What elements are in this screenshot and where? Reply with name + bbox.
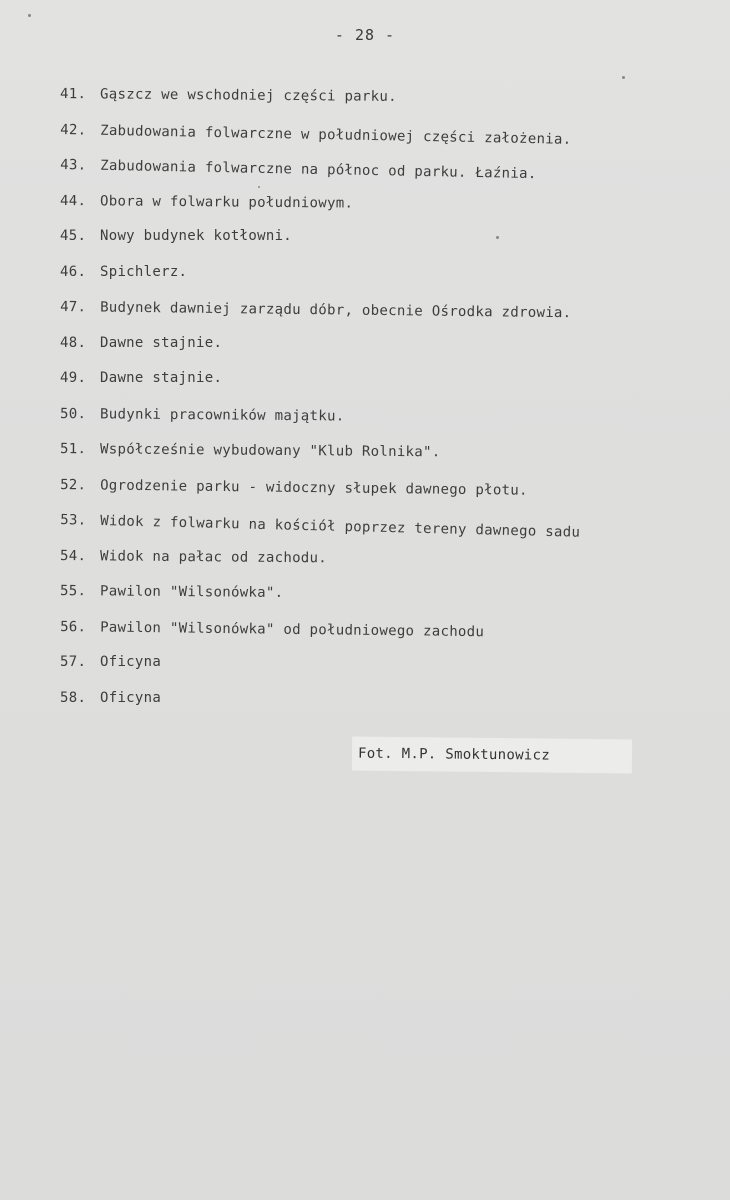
item-text: Gąszcz we wschodniej części parku.: [100, 86, 397, 105]
list-item: [60, 335, 710, 371]
item-number: 52.: [60, 476, 87, 493]
item-number: 48.: [60, 334, 87, 351]
item-number: 43.: [60, 157, 87, 174]
list-item: [60, 86, 710, 127]
item-number: 53.: [60, 512, 87, 529]
item-text: Widok na pałac od zachodu.: [100, 547, 328, 566]
list-item: [60, 228, 710, 264]
item-text: Współcześnie wybudowany "Klub Rolnika".: [100, 441, 441, 461]
list-item: [60, 548, 710, 589]
item-number: 50.: [60, 405, 87, 422]
item-number: 51.: [60, 441, 87, 458]
item-number: 46.: [60, 263, 87, 280]
item-text: Oficyna: [100, 689, 162, 706]
item-text: Budynek dawniej zarządu dóbr, obecnie Ośrodka zdrowia.: [100, 299, 572, 322]
page-number: - 28 -: [334, 26, 396, 44]
item-text: Dawne stajnie.: [100, 370, 223, 386]
item-text: Zabudowania folwarczne w południowej części założenia.: [100, 122, 572, 148]
paper-speck: [258, 186, 260, 188]
item-text: Spichlerz.: [100, 263, 188, 280]
list-item: [60, 441, 710, 482]
item-number: 44.: [60, 192, 87, 209]
item-text: Obora w folwarku południowym.: [100, 192, 354, 212]
item-text: Pawilon "Wilsonówka".: [100, 583, 284, 601]
paper-speck: [28, 14, 31, 17]
item-number: 57.: [60, 654, 87, 670]
item-number: 49.: [60, 370, 87, 386]
paper-speck: [496, 236, 499, 239]
list-item: [60, 654, 710, 690]
item-number: 41.: [60, 86, 87, 103]
item-number: 58.: [60, 689, 87, 706]
list-item: [60, 406, 710, 447]
item-number: 47.: [60, 299, 87, 316]
item-number: 54.: [60, 547, 87, 564]
list-item: [60, 370, 710, 406]
item-text: Widok z folwarku na kościół poprzez tereny dawnego sadu: [100, 512, 581, 541]
photo-credit: Fot. M.P. Smoktunowicz: [352, 737, 632, 774]
item-number: 56.: [60, 618, 87, 635]
item-text: Zabudowania folwarczne na północ od parku. Łaźnia.: [100, 157, 537, 183]
item-text: Oficyna: [100, 654, 162, 670]
item-text: Dawne stajnie.: [100, 334, 223, 351]
item-text: Nowy budynek kotłowni.: [100, 228, 293, 244]
paper-speck: [622, 76, 625, 79]
item-text: Pawilon "Wilsonówka" od południowego zachodu: [100, 618, 485, 640]
list-item: [60, 264, 710, 300]
item-number: 55.: [60, 583, 87, 600]
photo-caption-list: [60, 86, 710, 725]
item-number: 42.: [60, 121, 87, 139]
list-item: [60, 583, 710, 624]
list-item: [60, 690, 710, 726]
item-number: 45.: [60, 228, 87, 244]
item-text: Ogrodzenie parku - widoczny słupek dawnego płotu.: [100, 476, 528, 499]
item-text: Budynki pracowników majątku.: [100, 405, 345, 424]
